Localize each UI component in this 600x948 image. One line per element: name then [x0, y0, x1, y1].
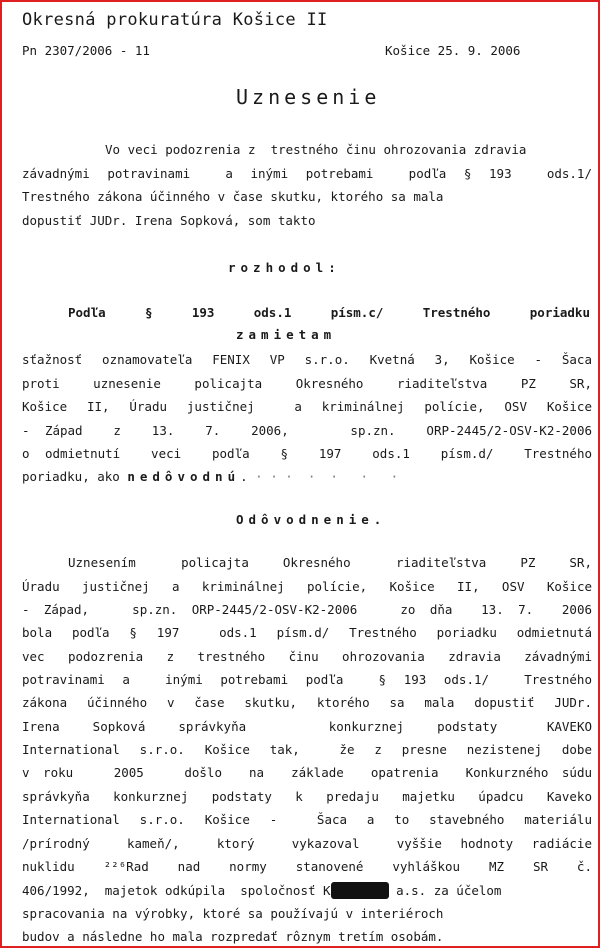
reasoning-line-14: nuklidu ²²⁶Rad nad normy stanovené vyhláškou MZ SR č.	[22, 859, 592, 874]
reasoning-line-10: v roku 2005 došlo na základe opatrenia Konkurzného súdu	[22, 765, 592, 780]
decided-heading: rozhodol:	[228, 260, 341, 275]
reasoning-heading: Odôvodnenie.	[236, 512, 387, 527]
reasoning-line-13: /prírodný kameň/, ktorý vykazoval vyššie hodnoty radiácie	[22, 836, 592, 851]
reasoning-line-7: zákona účinného v čase skutku, ktorého sa mala dopustiť JUDr.	[22, 695, 592, 710]
reasoning-line-17: budov a následne ho mala rozpredať rôznym tretím osobám.	[22, 929, 444, 944]
reasoning-line-15	[22, 882, 501, 899]
ruling-line-2: proti uznesenie policajta Okresného riaditeľstva PZ SR,	[22, 376, 592, 391]
intro-line-3: Trestného zákona účinného v čase skutku, ktorého sa mala	[22, 189, 444, 204]
reasoning-line-16: spracovania na výrobky, ktoré sa používajú v interiéroch	[22, 906, 444, 921]
place-date: Košice 25. 9. 2006	[385, 43, 521, 58]
document-title: Uznesenie	[236, 85, 381, 109]
reasoning-redacted-prefix: 406/1992, majetok odkúpila spoločnosť K	[22, 883, 331, 898]
reasoning-line-4: bola podľa § 197 ods.1 písm.d/ Trestného poriadku odmietnutá	[22, 625, 592, 640]
reasoning-line-2: Úradu justičnej a kriminálnej polície, Košice II, OSV Košice	[22, 579, 592, 594]
ruling-line-3: Košice II, Úradu justičnej a kriminálnej polície, OSV Košice	[22, 399, 592, 414]
ruling-unfounded: nedôvodnú	[127, 469, 241, 484]
ruling-line-5: o odmietnutí veci podľa § 197 ods.1 písm.d/ Trestného	[22, 446, 592, 461]
office-name: Okresná prokuratúra Košice II	[22, 10, 328, 30]
redaction-mark	[331, 882, 389, 899]
reasoning-line-5: vec podozrenia z trestného činu ohrozovania zdravia závadnými	[22, 649, 592, 664]
reasoning-line-3: - Západ, sp.zn. ORP-2445/2-OSV-K2-2006 zo dňa 13. 7. 2006	[22, 602, 592, 617]
ruling-last-suffix: .	[240, 469, 248, 484]
reasoning-line-1: Uznesením policajta Okresného riaditeľstva PZ SR,	[68, 555, 592, 570]
ruling-last-prefix: poriadku, ako	[22, 469, 128, 484]
ruling-dismiss: zamietam	[236, 327, 337, 342]
ruling-basis: Podľa § 193 ods.1 písm.c/ Trestného poriadku	[68, 305, 590, 320]
scan-noise: · · · · · · ·	[247, 469, 399, 484]
ruling-line-4: - Západ z 13. 7. 2006, sp.zn. ORP-2445/2-OSV-K2-2006	[22, 423, 592, 438]
reasoning-redacted-suffix: a.s. za účelom	[388, 883, 502, 898]
intro-line-2: závadnými potravinami a inými potrebami podľa § 193 ods.1/	[22, 166, 592, 181]
intro-line-4: dopustiť JUDr. Irena Sopková, som takto	[22, 213, 316, 228]
reasoning-line-12: International s.r.o. Košice - Šaca a to stavebného materiálu	[22, 812, 592, 827]
case-number: Pn 2307/2006 - 11	[22, 43, 150, 58]
reasoning-line-6: potravinami a inými potrebami podľa § 193 ods.1/ Trestného	[22, 672, 592, 687]
reasoning-line-9: International s.r.o. Košice tak, že z presne nezistenej dobe	[22, 742, 592, 757]
ruling-line-1: sťažnosť oznamovateľa FENIX VP s.r.o. Kvetná 3, Košice - Šaca	[22, 352, 592, 367]
ruling-line-6	[22, 469, 398, 485]
reasoning-line-11: správkyňa konkurznej podstaty k predaju majetku úpadcu Kaveko	[22, 789, 592, 804]
intro-line-1: Vo veci podozrenia z trestného činu ohrozovania zdravia	[105, 142, 527, 157]
reasoning-line-8: Irena Sopková správkyňa konkurznej podstaty KAVEKO	[22, 719, 592, 734]
